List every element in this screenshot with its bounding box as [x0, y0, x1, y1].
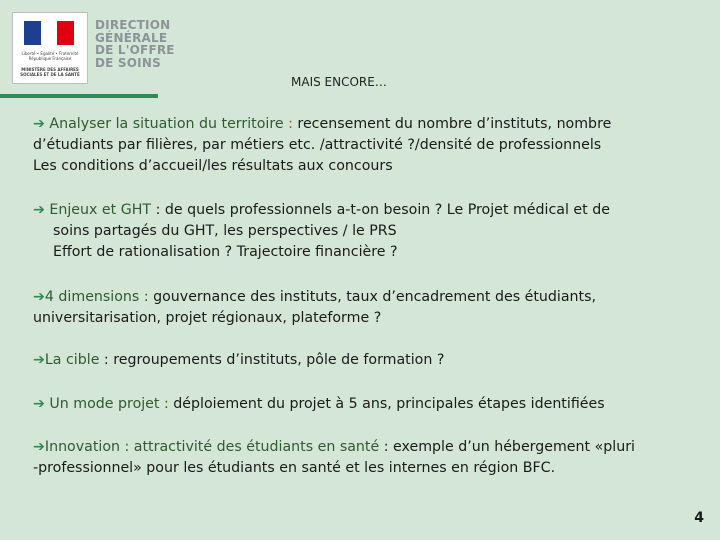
bullet-enjeux: ➔ Enjeux et GHT : de quels professionnels a-t-on besoin ? Le Projet médical et de soins partagés du GHT, les perspectives / le PRS Effort de rationalisation ? Trajectoire financière ? [33, 202, 610, 260]
logo-ministry: MINISTÈRE DES AFFAIRES SOCIALES ET DE LA SANTÉ [20, 67, 80, 77]
page-title: MAIS ENCORE… [291, 75, 387, 89]
arrow-icon: ➔ [33, 116, 45, 132]
bullet-projet: ➔ Un mode projet : déploiement du projet à 5 ans, principales étapes identifiées [33, 396, 605, 412]
arrow-icon: ➔ [33, 289, 45, 305]
bullet-analyser: ➔ Analyser la situation du territoire : recensement du nombre d’instituts, nombre d’étudiants par filières, par métiers etc. /attractivité ?/densité de professionnels Les conditions d’accueil/les résultats aux concours [33, 116, 612, 174]
bullet-keyword: Un mode projet : [49, 396, 169, 412]
page-number: 4 [694, 510, 704, 526]
arrow-icon: ➔ [33, 396, 45, 412]
arrow-icon: ➔ [33, 439, 45, 455]
bullet-dimensions: ➔4 dimensions : gouvernance des instituts, taux d’encadrement des étudiants, universitarisation, projet régionaux, plateforme ? [33, 289, 596, 326]
bullet-keyword: 4 dimensions : [44, 289, 149, 305]
logo-motto: Liberté • Égalité • Fraternité République Française [21, 51, 79, 61]
bullet-cible: ➔La cible : regroupements d’instituts, pôle de formation ? [33, 352, 445, 368]
dgos-label: DIRECTION GÉNÉRALE DE L'OFFRE DE SOINS [95, 18, 175, 70]
bullet-keyword: Enjeux et GHT [49, 202, 152, 218]
bullet-keyword: La cible [44, 352, 100, 368]
arrow-icon: ➔ [33, 352, 45, 368]
arrow-icon: ➔ [33, 202, 45, 218]
bullet-keyword: Innovation : attractivité des étudiants en santé [44, 439, 380, 455]
marianne-logo [12, 12, 88, 84]
header-divider [0, 94, 158, 98]
bullet-keyword: Analyser la situation du territoire [49, 116, 284, 132]
french-flag-icon [24, 21, 74, 45]
bullet-innovation: ➔Innovation : attractivité des étudiants en santé : exemple d’un hébergement «pluri -professionnel» pour les étudiants en santé et les internes en région BFC. [33, 439, 635, 476]
